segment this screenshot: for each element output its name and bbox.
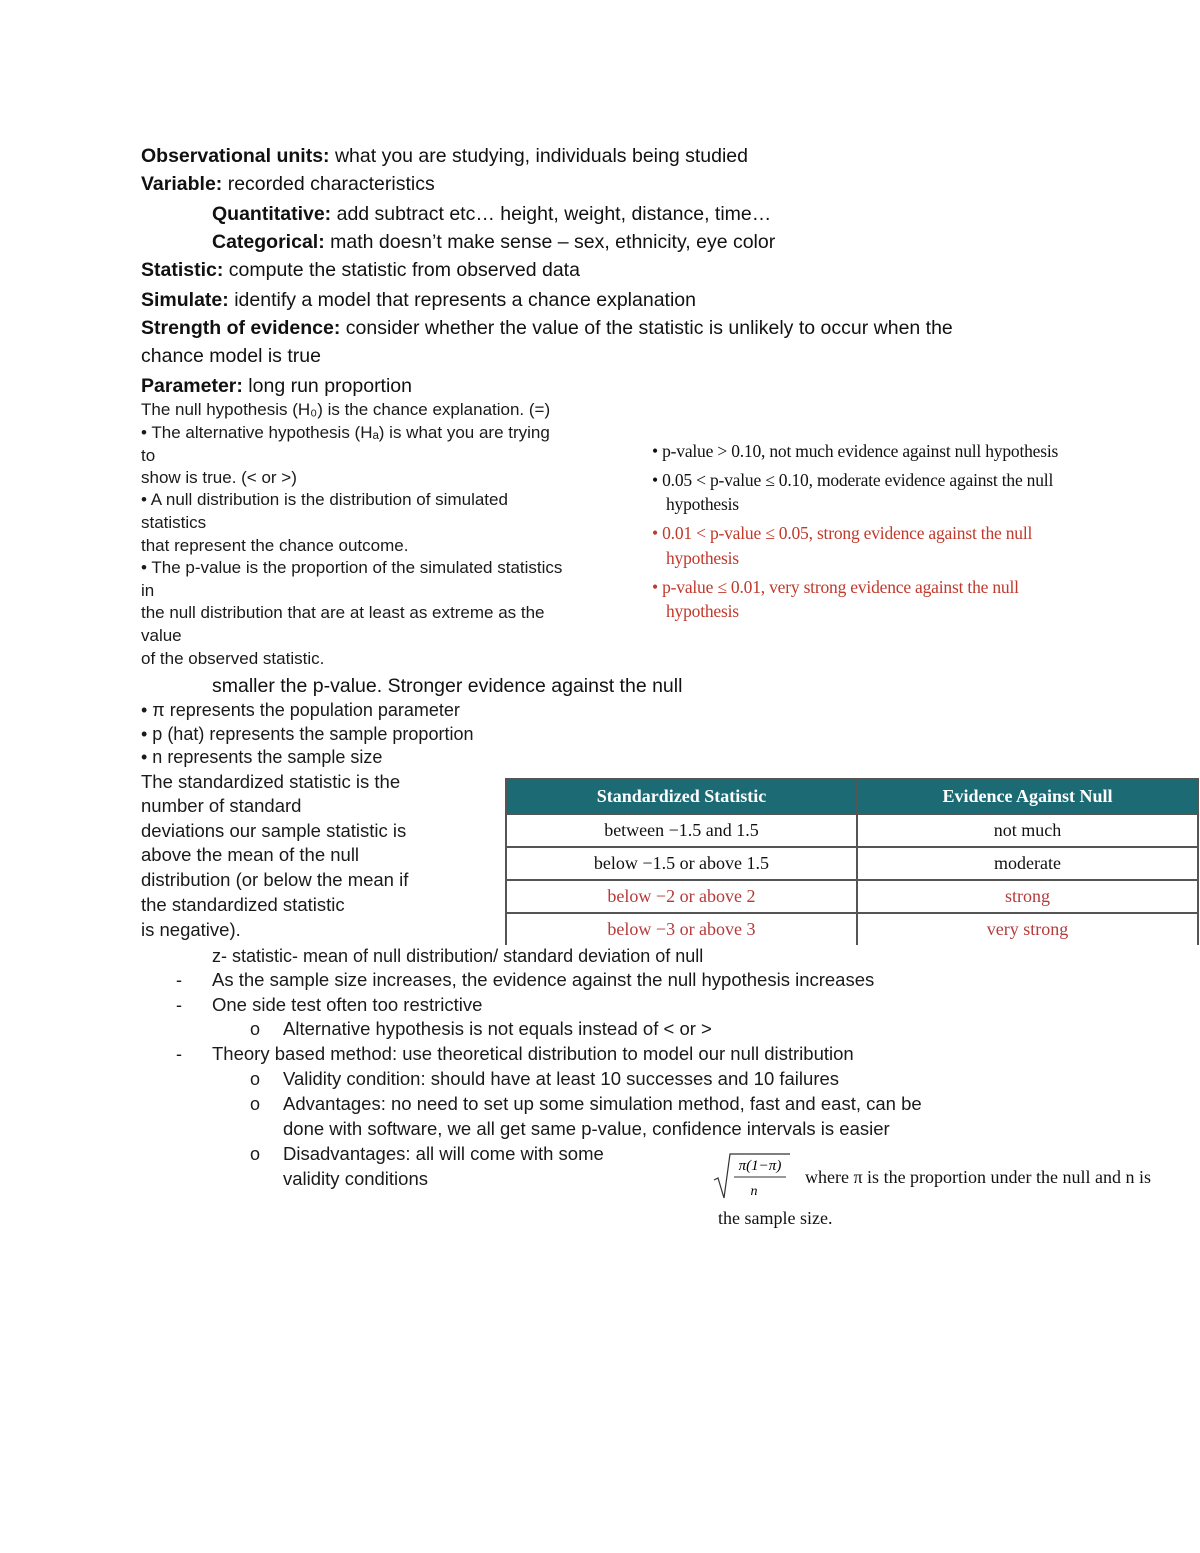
hypothesis-line: • The p-value is the proportion of the simulated statistics <box>141 558 563 577</box>
standardized-statistic-text: number of standard <box>141 795 302 816</box>
table-cell: between −1.5 and 1.5 <box>506 814 857 847</box>
pvalue-guideline: hypothesis <box>666 601 739 621</box>
sub-bullet-icon: o <box>250 1069 261 1089</box>
hypothesis-line: to <box>141 446 156 465</box>
standard-error-formula <box>712 1150 792 1200</box>
definition-text: identify a model that represents a chance explanation <box>228 289 696 311</box>
table-cell: below −3 or above 3 <box>506 913 857 945</box>
pvalue-guideline: • p-value ≤ 0.01, very strong evidence against the null <box>652 577 1019 597</box>
standardized-statistic-text: distribution (or below the mean if <box>141 869 409 890</box>
definition-text: compute the statistic from observed data <box>223 259 580 281</box>
list-item: Validity condition: should have at least 10 successes and 10 failures <box>283 1068 840 1089</box>
list-item: Alternative hypothesis is not equals instead of < or > <box>283 1018 712 1039</box>
standardized-statistic-table <box>505 778 1199 945</box>
definition-line <box>141 374 412 398</box>
definition-line <box>141 344 321 368</box>
standardized-statistic-text: the standardized statistic <box>141 894 345 915</box>
standardized-statistic-text: The standardized statistic is the <box>141 771 401 792</box>
pvalue-guideline: hypothesis <box>666 548 739 568</box>
definition-line <box>212 230 775 254</box>
table-row <box>506 814 1198 847</box>
list-item: Theory based method: use theoretical distribution to model our null distribution <box>212 1043 854 1064</box>
hypothesis-line: • The alternative hypothesis (Hₐ) is what you are trying <box>141 423 550 442</box>
formula-denominator: n <box>750 1184 758 1199</box>
list-item: As the sample size increases, the evidence against the null hypothesis increases <box>212 969 875 990</box>
hypothesis-line: • A null distribution is the distribution of simulated <box>141 490 508 509</box>
sub-bullet-icon: o <box>250 1144 261 1164</box>
list-item: done with software, we all get same p-value, confidence intervals is easier <box>283 1118 890 1139</box>
symbol-definition: • n represents the sample size <box>141 747 383 767</box>
definition-line <box>141 288 696 312</box>
formula-explanation-cont: the sample size. <box>718 1208 833 1228</box>
definition-line <box>212 202 771 226</box>
table-header: Standardized Statistic <box>506 779 857 814</box>
definition-term: Simulate: <box>141 289 229 311</box>
list-item: Advantages: no need to set up some simulation method, fast and east, can be <box>283 1093 922 1114</box>
definition-term: Statistic: <box>141 259 224 281</box>
hypothesis-line: in <box>141 581 155 600</box>
definition-line <box>141 172 435 196</box>
definition-text: what you are studying, individuals being studied <box>329 145 748 167</box>
table-row <box>506 880 1198 913</box>
hypothesis-line: The null hypothesis (H₀) is the chance explanation. (=) <box>141 400 551 419</box>
definition-line <box>141 144 748 168</box>
definition-text: math doesn’t make sense – sex, ethnicity, eye color <box>324 231 776 253</box>
definition-text: add subtract etc… height, weight, distance, time… <box>331 203 772 225</box>
definition-term: Quantitative: <box>212 203 332 225</box>
symbol-definition: • p (hat) represents the sample proportion <box>141 724 474 744</box>
smaller-pvalue-note: smaller the p-value. Stronger evidence against the null <box>212 675 683 697</box>
definition-term: Categorical: <box>212 231 325 253</box>
hypothesis-line: value <box>141 626 182 645</box>
hypothesis-line: show is true. (< or >) <box>141 468 297 487</box>
standardized-statistic-text: deviations our sample statistic is <box>141 820 407 841</box>
dash-bullet-icon: - <box>176 1044 182 1064</box>
table-header: Evidence Against Null <box>857 779 1198 814</box>
definition-text: long run proportion <box>242 375 413 397</box>
list-item: Disadvantages: all will come with some <box>283 1143 604 1164</box>
hypothesis-line: the null distribution that are at least as extreme as the <box>141 603 545 622</box>
standardized-statistic-text: is negative). <box>141 919 241 940</box>
table-row <box>506 913 1198 945</box>
table-cell: very strong <box>857 913 1198 945</box>
pvalue-guideline: • 0.05 < p-value ≤ 0.10, moderate evidence against the null <box>652 470 1054 490</box>
definition-text: chance model is true <box>141 345 321 367</box>
definition-term: Variable: <box>141 173 223 195</box>
table-cell: moderate <box>857 847 1198 880</box>
list-item: One side test often too restrictive <box>212 994 483 1015</box>
sub-bullet-icon: o <box>250 1019 261 1039</box>
table-cell: not much <box>857 814 1198 847</box>
definition-text: consider whether the value of the statistic is unlikely to occur when the <box>340 317 953 339</box>
table-cell: strong <box>857 880 1198 913</box>
list-item: validity conditions <box>283 1168 428 1189</box>
hypothesis-line: that represent the chance outcome. <box>141 536 409 555</box>
formula-explanation: where π is the proportion under the null and n is <box>805 1167 1152 1187</box>
definition-line <box>141 316 953 340</box>
standardized-statistic-text: above the mean of the null <box>141 844 360 865</box>
symbol-definition: • π represents the population parameter <box>141 700 460 720</box>
table-cell: below −2 or above 2 <box>506 880 857 913</box>
pvalue-guideline: • p-value > 0.10, not much evidence against null hypothesis <box>652 441 1059 461</box>
pvalue-guideline: hypothesis <box>666 494 739 514</box>
definition-term: Observational units: <box>141 145 330 167</box>
definition-term: Parameter: <box>141 375 243 397</box>
z-statistic-note: z- statistic- mean of null distribution/ standard deviation of null <box>212 946 704 966</box>
sub-bullet-icon: o <box>250 1094 261 1114</box>
definition-text: recorded characteristics <box>222 173 435 195</box>
definition-term: Strength of evidence: <box>141 317 341 339</box>
formula-numerator: π(1−π) <box>738 1158 782 1174</box>
table-cell: below −1.5 or above 1.5 <box>506 847 857 880</box>
dash-bullet-icon: - <box>176 995 182 1015</box>
hypothesis-line: statistics <box>141 513 207 532</box>
dash-bullet-icon: - <box>176 970 182 990</box>
hypothesis-line: of the observed statistic. <box>141 649 325 668</box>
definition-line <box>141 258 580 282</box>
table-row <box>506 847 1198 880</box>
pvalue-guideline: • 0.01 < p-value ≤ 0.05, strong evidence against the null <box>652 523 1033 543</box>
